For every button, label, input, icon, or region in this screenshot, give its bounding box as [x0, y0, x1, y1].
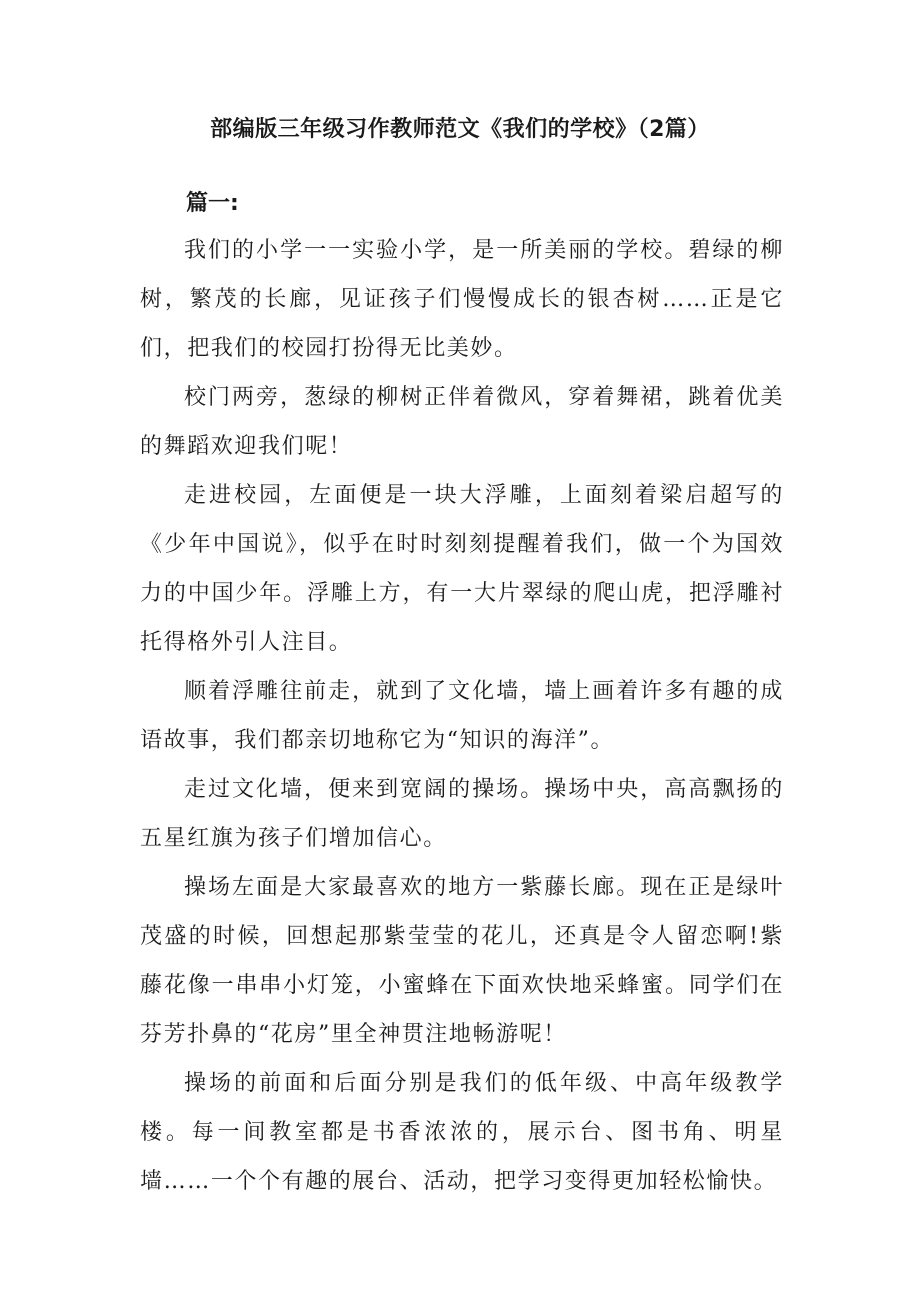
paragraph: 操场左面是大家最喜欢的地方一紫藤长廊。现在正是绿叶茂盛的时候，回想起那紫莹莹的花儿，还真是令人留恋啊!紫藤花像一串串小灯笼，小蜜蜂在下面欢快地采蜂蜜。同学们在芬芳扑鼻的“花房”里全神贯注地畅游呢！	[140, 875, 784, 1047]
paragraph: 走过文化墙，便来到宽阔的操场。操场中央，高高飘扬的五星红旗为孩子们增加信心。	[140, 777, 784, 851]
document-title: 部编版三年级习作教师范文《我们的学校》（2篇）	[210, 117, 710, 142]
paragraph: 顺着浮雕往前走，就到了文化墙，墙上画着许多有趣的成语故事，我们都亲切地称它为“知识的海洋”。	[140, 679, 784, 753]
section-heading: 篇一:	[186, 191, 239, 216]
document-body	[140, 226, 784, 1206]
paragraph: 走进校园，左面便是一块大浮雕，上面刻着梁启超写的《少年中国说》，似乎在时时刻刻提醒着我们，做一个为国效力的中国少年。浮雕上方，有一大片翠绿的爬山虎，把浮雕衬托得格外引人注目。	[140, 483, 784, 655]
paragraph: 我们的小学一一实验小学，是一所美丽的学校。碧绿的柳树，繁茂的长廊，见证孩子们慢慢成长的银杏树……正是它们，把我们的校园打扮得无比美妙。	[140, 238, 784, 361]
paragraph: 操场的前面和后面分别是我们的低年级、中高年级教学楼。每一间教室都是书香浓浓的，展示台、图书角、明星墙……一个个有趣的展台、活动，把学习变得更加轻松愉快。	[140, 1071, 784, 1194]
paragraph: 校门两旁，葱绿的柳树正伴着微风，穿着舞裙，跳着优美的舞蹈欢迎我们呢！	[140, 385, 784, 459]
